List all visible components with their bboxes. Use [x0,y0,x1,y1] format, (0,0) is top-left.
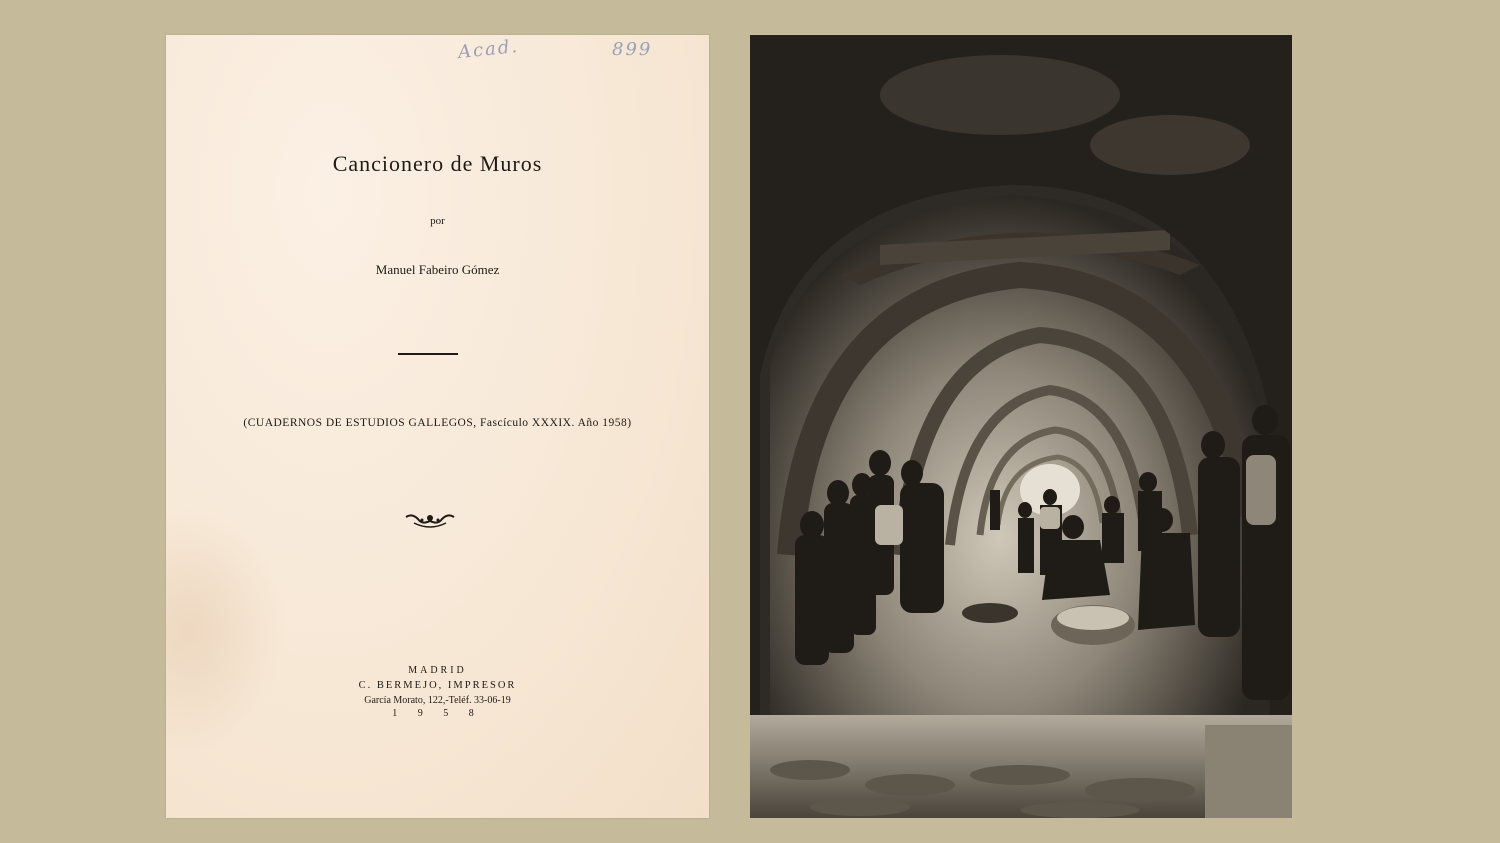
imprint-address: García Morato, 122,-Teléf. 33-06-19 [364,695,511,706]
handwritten-note-right: 899 [612,39,653,60]
author-name: Manuel Fabeiro Gómez [375,262,500,277]
imprint-year: 1 9 5 8 [392,708,483,719]
divider-rule [398,353,458,355]
imprint-printer: C. BERMEJO, IMPRESOR [358,680,517,691]
photo-illustration [750,35,1292,818]
imprint-city: MADRID [408,665,467,676]
handwritten-note-left: Acad. [457,35,520,64]
series-note: (CUADERNOS DE ESTUDIOS GALLEGOS, Fascículo XXXIX. Año 1958) [243,417,632,429]
by-line: por [430,215,445,227]
book-title: Cancionero de Muros [332,151,543,176]
ornament-icon [404,511,456,531]
arcade-street-scene-photo [750,35,1292,818]
title-page [166,35,709,818]
